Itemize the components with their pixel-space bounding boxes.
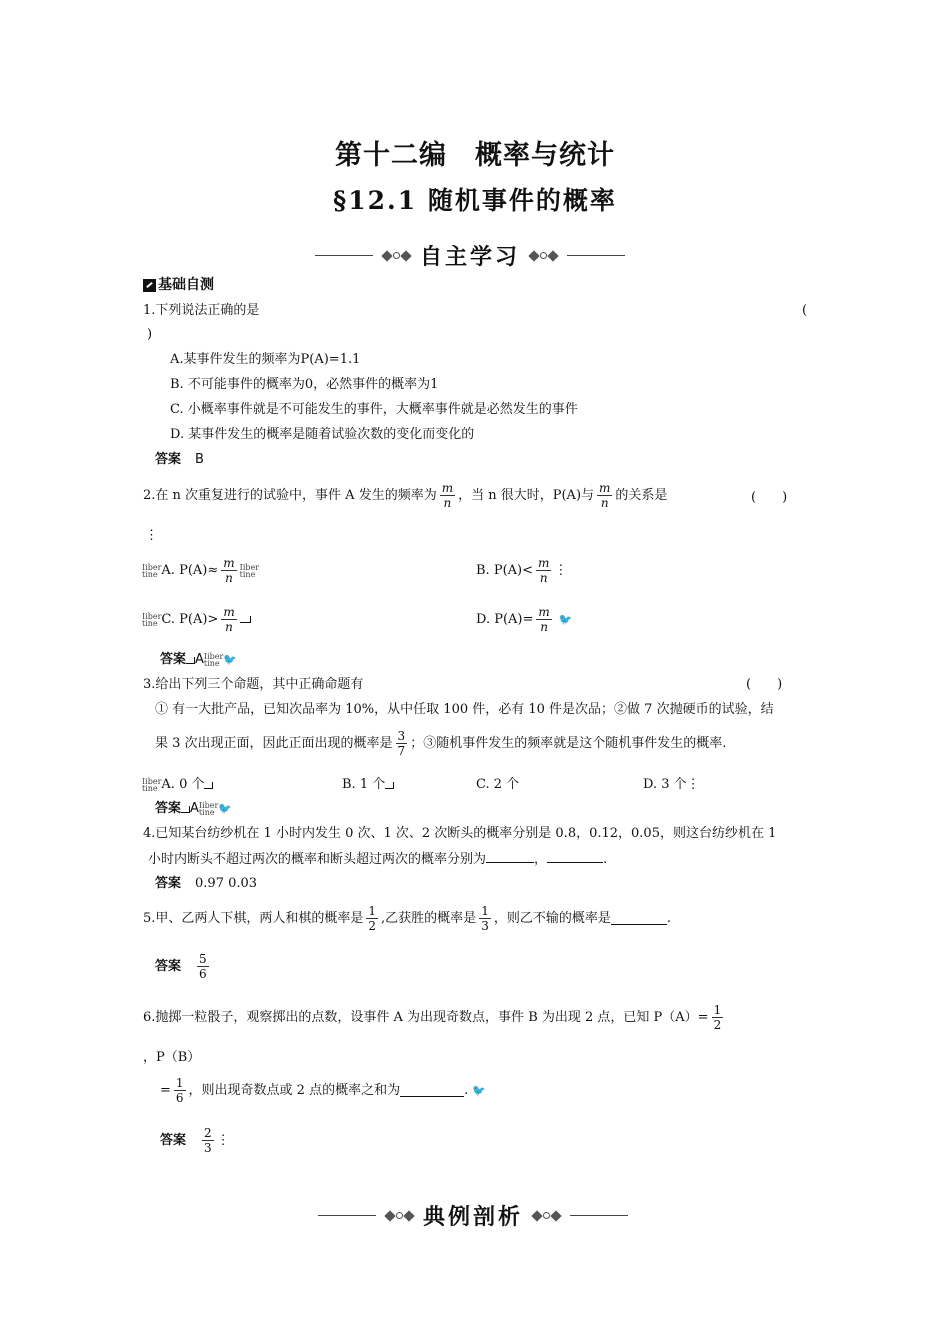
fraction: $\frac{m}{n}$ — [538, 605, 550, 634]
q2-stem-part: 2.在 n 次重复进行的试验中，事件 A 发生的频率为 — [143, 487, 437, 503]
q2-option-c — [142, 605, 251, 634]
q3-option-b — [342, 776, 394, 794]
answer-label: 答案 — [160, 1132, 187, 1148]
q2-option-d — [476, 605, 573, 634]
option-text: C. P(A)> — [161, 611, 219, 627]
q1-answer — [155, 451, 204, 469]
ornament-icon — [383, 252, 410, 260]
ornament-icon — [530, 252, 557, 260]
banner-examples — [318, 1200, 628, 1231]
q3-option-d — [643, 776, 700, 794]
scan-artifact — [204, 782, 213, 789]
banner-label: 典例剖析 — [423, 1205, 524, 1230]
answer-label: 答案 — [155, 958, 182, 974]
ornament-icon — [386, 1212, 413, 1220]
q3-paren: ( ) — [746, 677, 783, 692]
q4-line1: 4.已知某台纺纱机在 1 小时内发生 0 次、1 次、2 次断头的概率分别是 0.8，0.12，0.05，则这台纺纱机在 1 — [143, 826, 777, 841]
answer-value: A — [195, 652, 204, 667]
q2-colon: ⋮ — [145, 528, 158, 543]
colon-mark: ⋮ — [686, 777, 700, 792]
q3-line2-part: ；③随机事件发生的频率就是这个随机事件发生的概率. — [410, 735, 727, 751]
q3-line2-part: 果 3 次出现正面，因此正面出现的概率是 — [155, 735, 393, 751]
answer-value: $\frac{5}{6}$ — [199, 952, 207, 981]
fraction — [440, 481, 455, 510]
scan-artifact — [240, 616, 251, 623]
q1-paren-close: ) — [147, 327, 153, 342]
fraction-den: n — [600, 496, 609, 510]
banner-line — [318, 1215, 376, 1216]
banner-label: 自主学习 — [420, 245, 521, 270]
q1-paren-open: ( — [802, 303, 808, 318]
q1-option-b: B. 不可能事件的概率为0，必然事件的概率为1 — [170, 377, 439, 392]
option-text: B. 1 个 — [342, 777, 386, 792]
q4-line2: 小时内断头不超过两次的概率和断头超过两次的概率分别为 ， . — [148, 852, 608, 867]
q6-line3-part: ，则出现奇数点或 2 点的概率之和为 — [188, 1082, 401, 1098]
bird-icon: 🐦 — [223, 653, 238, 666]
answer-blank[interactable] — [547, 850, 603, 863]
section-subtitle: §12.1 随机事件的概率 — [333, 186, 617, 215]
page-title: 第十二编 概率与统计 — [335, 140, 615, 171]
fraction: $\frac{m}{n}$ — [223, 605, 235, 634]
banner-self-study — [315, 240, 625, 271]
fraction-num: m — [441, 481, 454, 495]
scan-artifact: Iiber tine — [142, 777, 162, 793]
q3-option-c: C. 2 个 — [476, 777, 520, 792]
fraction: $\frac{1}{6}$ — [175, 1076, 184, 1105]
checkbox-icon — [143, 279, 156, 292]
fraction — [597, 481, 612, 510]
colon-mark: ⋮ — [554, 562, 568, 578]
q5-stem: 5.甲、乙两人下棋，两人和棋的概率是 $\frac{1}{2}$ ,乙获胜的概率是 $\frac{1}{3}$ ，则乙不输的概率是 . — [143, 904, 671, 933]
scan-artifact: Iiber tine — [142, 562, 162, 579]
q4-answer — [155, 875, 257, 893]
bird-icon: 🐦 — [472, 1083, 486, 1097]
fraction-den: n — [443, 496, 452, 510]
option-text: D. 3 个 — [643, 777, 687, 792]
answer-value: 0.97 0.03 — [195, 876, 258, 891]
q3-stem: 3.给出下列三个命题，其中正确命题有 — [143, 677, 364, 692]
fraction: $\frac{1}{3}$ — [481, 904, 489, 933]
q2-stem-part: ，当 n 很大时，P(A)与 — [458, 487, 595, 503]
scan-artifact: Iiber tine — [203, 652, 224, 668]
q6-answer — [160, 1126, 230, 1155]
scan-artifact: Iiber tine — [239, 562, 260, 579]
q6-line3: = $\frac{1}{6}$ ，则出现奇数点或 2 点的概率之和为 . 🐦 — [160, 1076, 486, 1105]
answer-blank[interactable] — [486, 850, 534, 863]
section-label: 基础自测 — [158, 277, 214, 293]
colon-mark: ⋮ — [216, 1132, 230, 1148]
answer-value: $\frac{2}{3}$ — [204, 1126, 212, 1155]
q2-answer — [160, 651, 237, 669]
scan-artifact: Iiber tine — [198, 801, 219, 817]
q1-option-d: D. 某事件发生的概率是随着试验次数的变化而变化的 — [170, 427, 475, 442]
q5-answer — [155, 952, 212, 981]
fraction: $\frac{3}{7}$ — [397, 729, 406, 758]
fraction: $\frac{1}{2}$ — [368, 904, 377, 933]
bird-icon: 🐦 — [218, 802, 233, 815]
q3-option-a — [142, 776, 213, 794]
q5-stem-part: ,乙获胜的概率是 — [381, 910, 477, 926]
scan-artifact — [186, 657, 195, 664]
answer-blank[interactable] — [611, 912, 667, 925]
answer-value: A — [190, 801, 199, 816]
q1-stem: 1.下列说法正确的是 — [143, 303, 260, 318]
fraction: $\frac{1}{2}$ — [713, 1003, 722, 1032]
q1-option-c: C. 小概率事件就是不可能发生的事件，大概率事件就是必然发生的事件 — [170, 402, 578, 417]
bird-icon: 🐦 — [558, 612, 573, 626]
fraction-num: m — [599, 481, 611, 495]
answer-label: 答案 — [155, 452, 182, 467]
q2-option-a — [142, 556, 259, 585]
fraction: $\frac{m}{n}$ — [223, 556, 235, 585]
fraction: $\frac{m}{n}$ — [538, 556, 550, 585]
option-text: D. P(A)= — [476, 611, 534, 627]
q5-stem-part: ，则乙不输的概率是 — [493, 910, 611, 926]
option-text: B. P(A)< — [476, 562, 533, 578]
section-heading — [143, 274, 214, 294]
answer-label: 答案 — [155, 801, 182, 816]
scan-artifact — [385, 782, 394, 789]
scan-artifact: Iiber tine — [142, 611, 162, 628]
q6-line1-part: 6.抛掷一粒骰子，观察掷出的点数，设事件 A 为出现奇数点，事件 B 为出现 2 点，已知 P（A）= — [143, 1009, 709, 1025]
q1-option-a: A.某事件发生的频率为P(A)=1.1 — [170, 352, 361, 367]
q6-line3-part: = — [160, 1082, 171, 1098]
q2-stem — [143, 481, 667, 510]
q5-stem-part: 5.甲、乙两人下棋，两人和棋的概率是 — [143, 910, 364, 926]
q2-option-b — [476, 556, 567, 585]
banner-line — [570, 1215, 628, 1216]
q2-stem-part: 的关系是 — [615, 487, 668, 503]
answer-blank[interactable] — [400, 1084, 464, 1097]
answer-label: 答案 — [155, 876, 182, 891]
q3-line1: ① 有一大批产品，已知次品率为 10%，从中任取 100 件，必有 10 件是次品；②做 7 次抛硬币的试验，结 — [155, 702, 774, 717]
q3-line2 — [155, 729, 726, 758]
ornament-icon — [533, 1212, 560, 1220]
banner-line — [567, 255, 625, 256]
q6-line1 — [143, 1003, 726, 1032]
answer-value: B — [195, 452, 204, 467]
scan-artifact — [181, 806, 190, 813]
q2-paren: ( ) — [751, 490, 788, 505]
q6-line2: ，P（B） — [143, 1050, 201, 1065]
option-text: A. P(A)≈ — [161, 562, 219, 578]
q3-answer — [155, 800, 232, 818]
option-text: A. 0 个 — [161, 777, 205, 792]
banner-line — [315, 255, 373, 256]
answer-label: 答案 — [160, 652, 187, 667]
